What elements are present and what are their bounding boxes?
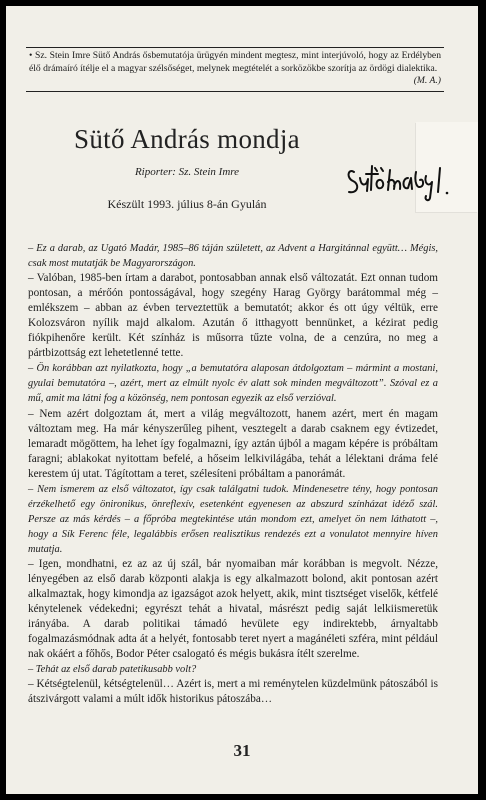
page-number: 31	[233, 741, 251, 760]
interview-answer: – Valóban, 1985-ben írtam a darabot, pontosabban annak első változatát. Ezt onnan tudom pontosan, a mérőón pontosságával, hogy szegény Harag György barátommal még – emlékszem – abban az évben terveztettük a bemutatót; akkor és ott úgy véltük, erre Kolozsváron nyílik majd alkalom. Azután ő itthagyott bennünket, a kézirat pedig fiókpihenőre került. Két színház is műsorra tűzte volna, de a cenzúra, no meg a pártbizottság ezt lehetetlenné tette.	[28, 272, 438, 360]
interview-body	[28, 241, 438, 707]
handwritten-signature	[344, 156, 474, 206]
intro-note-text: • Sz. Stein Imre Sütő András ősbemutatója ürügyén mindent megtesz, mint interjúvoló, hogy az Erdélyben élő drámaíró ítélje el a magyar szélsőséget, melynek megtételét a sorközökbe szorítja az ördögi dialektika.	[29, 50, 441, 74]
interview-answer: – Nem azért dolgoztam át, mert a világ megváltozott, hanem azért, mert én magam változtam meg. Ha már kényszerűleg pihent, vesztegelt a darab csaknem egy évtizedet, lemaradt mögöttem, ha lehet így fogalmazni, így aztán újból a magam képére is próbáltam faragni; ablakokat nyitottam befelé, a hőseim lelkivilágába, tehát a lélektani dráma felé kerestem új utat. Tágítottam a teret, szélesíteni próbáltam a panorámát.	[28, 407, 438, 480]
interview-question: – Nem ismerem az első változatot, így csak találgatni tudok. Mindenesetre tény, hogy pontosan érzékelhető egy önironikus, önreflexív, esetenként egyenesen az abszurd színházat idéző szál. Persze az más kérdés – a főpróba megtekintése után mondom ezt, amelyet ön nem láthatott –, hogy a Sík Ferenc féle, legalábbis erősen realisztikus rendezés ezt a vonulatot mennyire híven mutatja.	[28, 483, 438, 555]
intro-note-initials: (M. A.)	[413, 75, 441, 87]
interview-answer: – Igen, mondhatni, ez az az új szál, bár nyomaiban már korábban is megvolt. Nézze, lényegében az első darab központi alakja is egy alkalmazott bolond, akit pontosan azért alkalmaztak, hogy kimondja az igazságot azok helyett, akik, mint tisztséget viselők, kétfelé kénytelenek védekedni; egyrészt tehát a hivatal, másrészt pedig saját lelkiismeretük irányába. A darab politikai támadó hevülete egy indirektebb, árnyaltabb fogalmazásmódnak adta át a helyét, fontosabb teret nyert a magánéleti szféra, mint például nak okáért a főhős, Bodor Péter csalogató és mégis bukásra ítélt szerelme.	[28, 557, 438, 661]
interview-question: – Tehát az első darab patetikusabb volt?	[28, 664, 197, 676]
article-title: Sütő András mondja	[74, 124, 300, 154]
interview-answer: – Kétségtelenül, kétségtelenül… Azért is, mert a mi reménytelen küzdelmünk pátoszából is átszivárgott valami a múlt idők historikus pátoszába…	[28, 678, 438, 706]
reporter-line: Riporter: Sz. Stein Imre	[134, 166, 240, 178]
interview-question: – Ez a darab, az Ugató Madár, 1985–86 táján született, az Advent a Hargitánnal együtt… Mégis, csak most mutatják be Magyarországon.	[28, 243, 438, 270]
interview-question: – Ön korábban azt nyilatkozta, hogy „a bemutatóra alaposan átdolgoztam – mármint a mostani, gyulai bemutatóra –, azért, mert az elmúlt nyolc év alatt sok minden megváltozott”. Szóval ez a mű, amit ma látni fog a közönség, nem pontosan egyezik az első verzióval.	[28, 363, 438, 405]
date-line: Készült 1993. július 8-án Gyulán	[107, 197, 267, 211]
intro-note	[26, 47, 444, 92]
book-page	[6, 6, 478, 794]
